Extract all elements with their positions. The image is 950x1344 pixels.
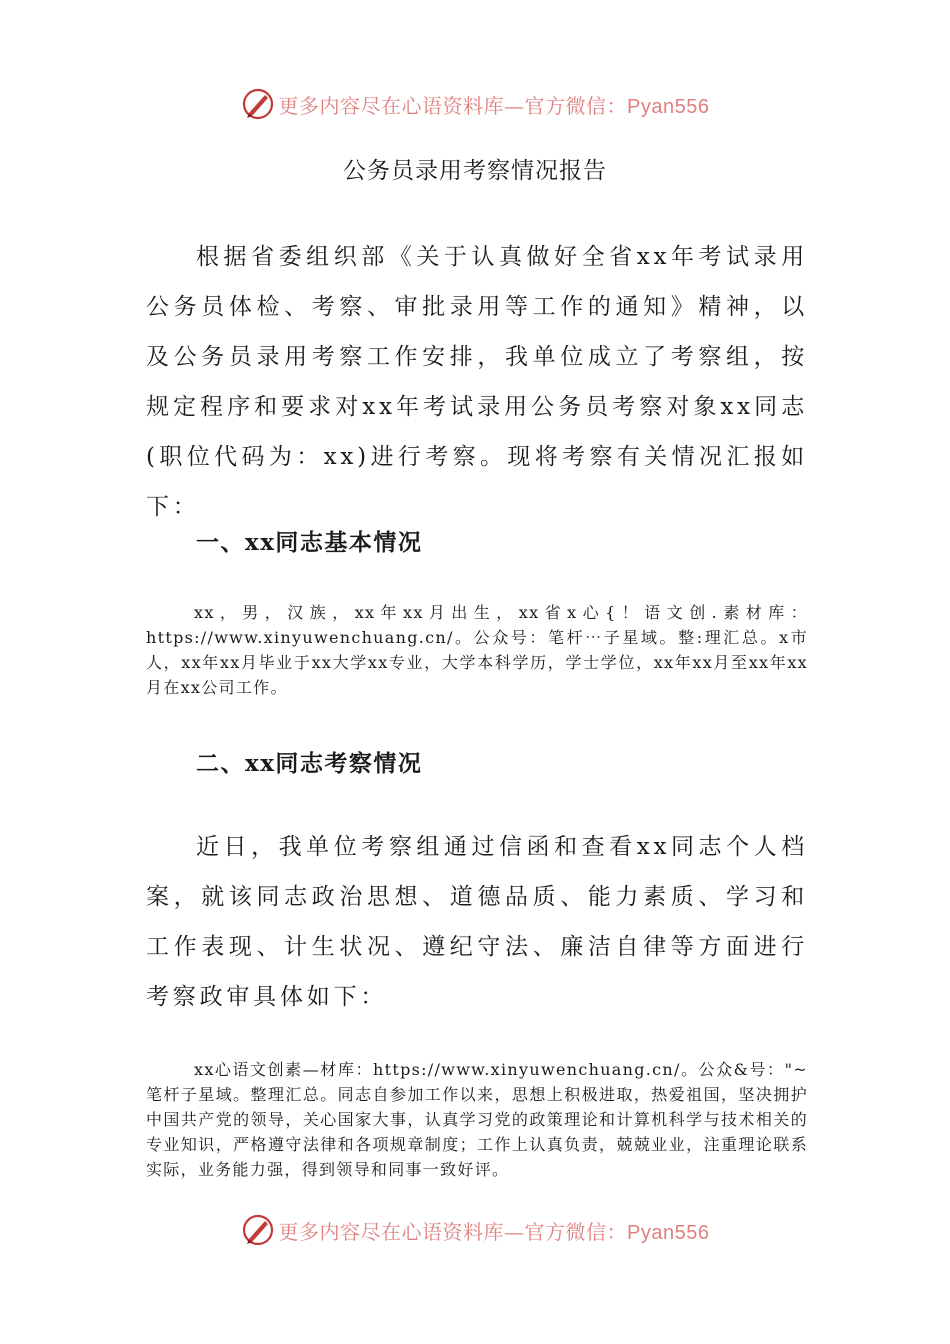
section1-body: xx，男，汉族，xx年xx月出生，xx省x心{！语文创.素材库：https://www.xinyuwenchuang.cn/。公众号：笔杆⋯子星域。整:理汇总。x市人，xx年xx月毕业于xx大学xx专业，大学本科学历，学士学位，xx年xx月至xx年xx月在xx公司工作。 bbox=[146, 603, 808, 697]
intro-paragraph: 根据省委组织部《关于认真做好全省xx年考试录用公务员体检、考察、审批录用等工作的通知》精神，以及公务员录用考察工作安排，我单位成立了考察组，按规定程序和要求对xx年考试录用公务员考察对象xx同志(职位代码为：xx)进行考察。现将考察有关情况汇报如下： bbox=[146, 244, 808, 520]
watermark-handle: Pyan556 bbox=[627, 95, 710, 118]
section2-heading: 二、xx同志考察情况 bbox=[196, 750, 423, 777]
watermark-banner-bottom bbox=[0, 1208, 950, 1252]
watermark-banner-top bbox=[0, 82, 950, 126]
section2-intro: 近日，我单位考察组通过信函和查看xx同志个人档案，就该同志政治思想、道德品质、能力素质、学习和工作表现、计生状况、遵纪守法、廉洁自律等方面进行考察政审具体如下： bbox=[146, 834, 808, 1010]
pen-logo-icon bbox=[241, 87, 275, 121]
watermark-text: 更多内容尽在心语资料库—官方微信：Pyan556 bbox=[278, 1219, 710, 1244]
section1-heading: 一、xx同志基本情况 bbox=[196, 529, 423, 556]
watermark-handle: Pyan556 bbox=[627, 1221, 710, 1244]
pen-logo-icon bbox=[241, 1213, 275, 1247]
watermark-text: 更多内容尽在心语资料库—官方微信：Pyan556 bbox=[278, 93, 710, 118]
section2-body: xx心语文创素—材库：https://www.xinyuwenchuang.cn/。公众&号："~笔杆子星域。整理汇总。同志自参加工作以来，思想上积极进取，热爱祖国，坚决拥护中国共产党的领导，关心国家大事，认真学习党的政策理论和计算机科学与技术相关的专业知识，严格遵守法律和各项规章制度；工作上认真负责，兢兢业业，注重理论联系实际，业务能力强，得到领导和同事一致好评。 bbox=[146, 1060, 808, 1179]
document-title: 公务员录用考察情况报告 bbox=[343, 158, 607, 184]
